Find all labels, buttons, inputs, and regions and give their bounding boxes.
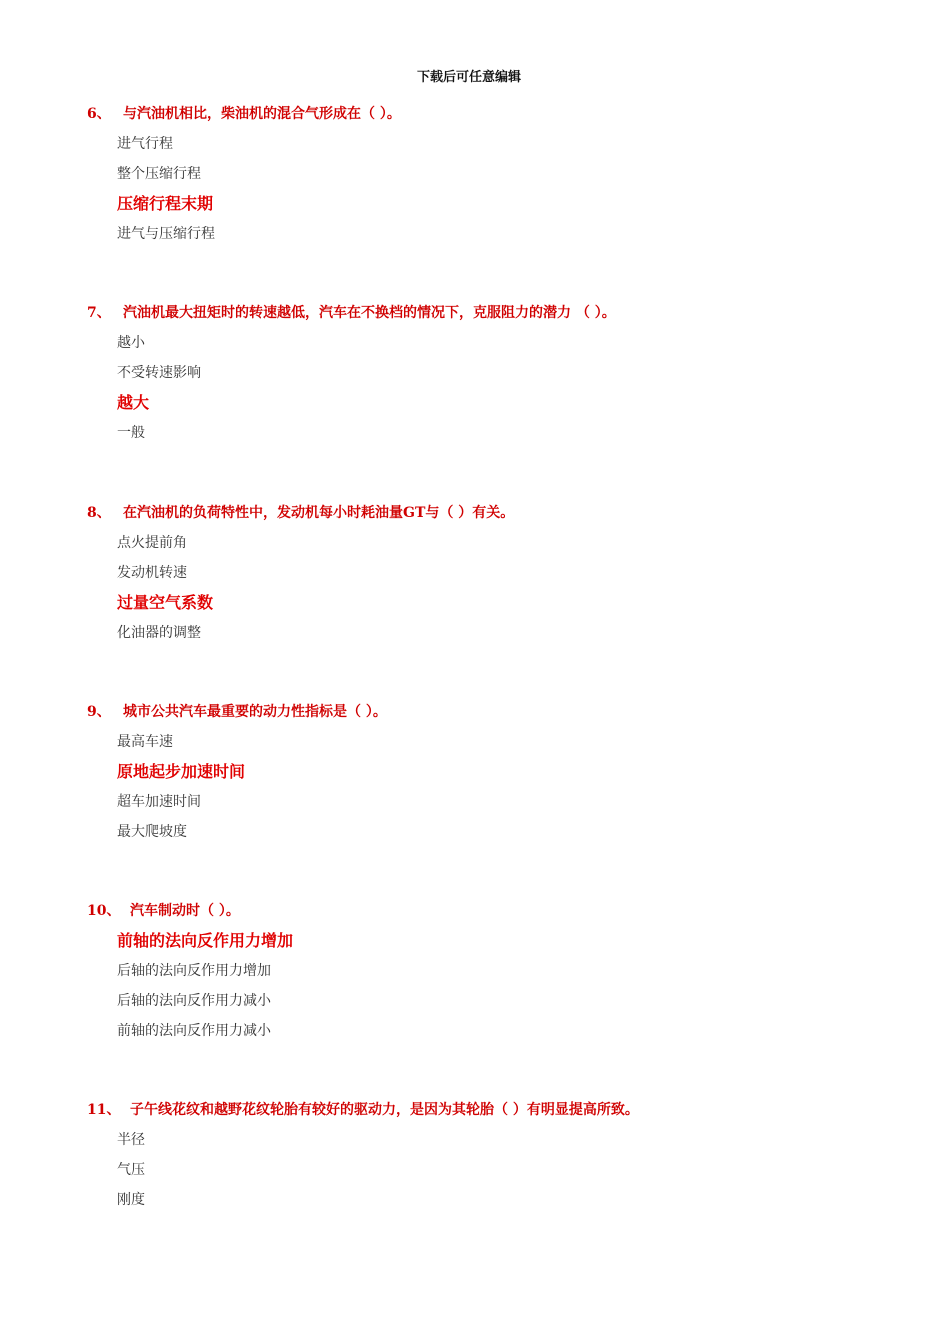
question-8 <box>87 498 927 648</box>
option-a-correct[interactable]: 前轴的法向反作用力增加 <box>117 931 294 950</box>
question-9 <box>87 697 927 847</box>
question-text: 城市公共汽车最重要的动力性指标是（ ）。 <box>123 704 387 720</box>
question-stem <box>87 1095 927 1125</box>
question-number: 6、 <box>87 106 111 122</box>
option-b[interactable]: 不受转速影响 <box>117 365 201 381</box>
option-b-correct[interactable]: 原地起步加速时间 <box>117 762 246 781</box>
question-7 <box>87 298 927 448</box>
option-c-correct[interactable]: 越大 <box>117 393 150 412</box>
question-text: 子午线花纹和越野花纹轮胎有较好的驱动力，是因为其轮胎（ ）有明显提高所致。 <box>130 1102 639 1118</box>
question-stem <box>87 697 927 727</box>
option-d[interactable]: 最大爬坡度 <box>117 824 187 840</box>
question-text: 汽车制动时（ ）。 <box>130 903 240 919</box>
option-a[interactable]: 半径 <box>117 1132 145 1148</box>
option-c[interactable]: 超车加速时间 <box>117 794 201 810</box>
question-stem <box>87 896 927 926</box>
question-6 <box>87 99 927 249</box>
option-b[interactable]: 整个压缩行程 <box>117 166 201 182</box>
option-a[interactable]: 最高车速 <box>117 734 173 750</box>
option-d[interactable]: 化油器的调整 <box>117 625 201 641</box>
option-d[interactable]: 一般 <box>117 425 145 441</box>
option-c-correct[interactable]: 过量空气系数 <box>117 593 214 612</box>
option-c[interactable]: 刚度 <box>117 1192 145 1208</box>
option-c-correct[interactable]: 压缩行程末期 <box>117 194 214 213</box>
question-10 <box>87 896 927 1046</box>
question-number: 10、 <box>87 903 121 919</box>
question-stem <box>87 498 927 528</box>
option-b[interactable]: 气压 <box>117 1162 145 1178</box>
question-text: 在汽油机的负荷特性中，发动机每小时耗油量GT与（ ）有关。 <box>123 505 515 521</box>
question-stem <box>87 298 927 328</box>
question-11 <box>87 1095 927 1215</box>
question-stem <box>87 99 927 129</box>
option-a[interactable]: 点火提前角 <box>117 535 187 551</box>
option-d[interactable]: 前轴的法向反作用力减小 <box>117 1023 271 1039</box>
page-header: 下载后可任意编辑 <box>416 70 521 85</box>
question-text: 与汽油机相比，柴油机的混合气形成在（ ）。 <box>123 106 401 122</box>
option-b[interactable]: 后轴的法向反作用力增加 <box>117 963 271 979</box>
option-a[interactable]: 越小 <box>117 335 145 351</box>
option-a[interactable]: 进气行程 <box>117 136 173 152</box>
question-number: 7、 <box>87 305 111 321</box>
option-d[interactable]: 进气与压缩行程 <box>117 226 215 242</box>
question-number: 8、 <box>87 505 111 521</box>
question-number: 11、 <box>87 1102 121 1118</box>
option-c[interactable]: 后轴的法向反作用力减小 <box>117 993 271 1009</box>
option-b[interactable]: 发动机转速 <box>117 565 187 581</box>
question-text: 汽油机最大扭矩时的转速越低，汽车在不换档的情况下，克服阻力的潜力 （ ）。 <box>123 305 616 321</box>
question-number: 9、 <box>87 704 111 720</box>
